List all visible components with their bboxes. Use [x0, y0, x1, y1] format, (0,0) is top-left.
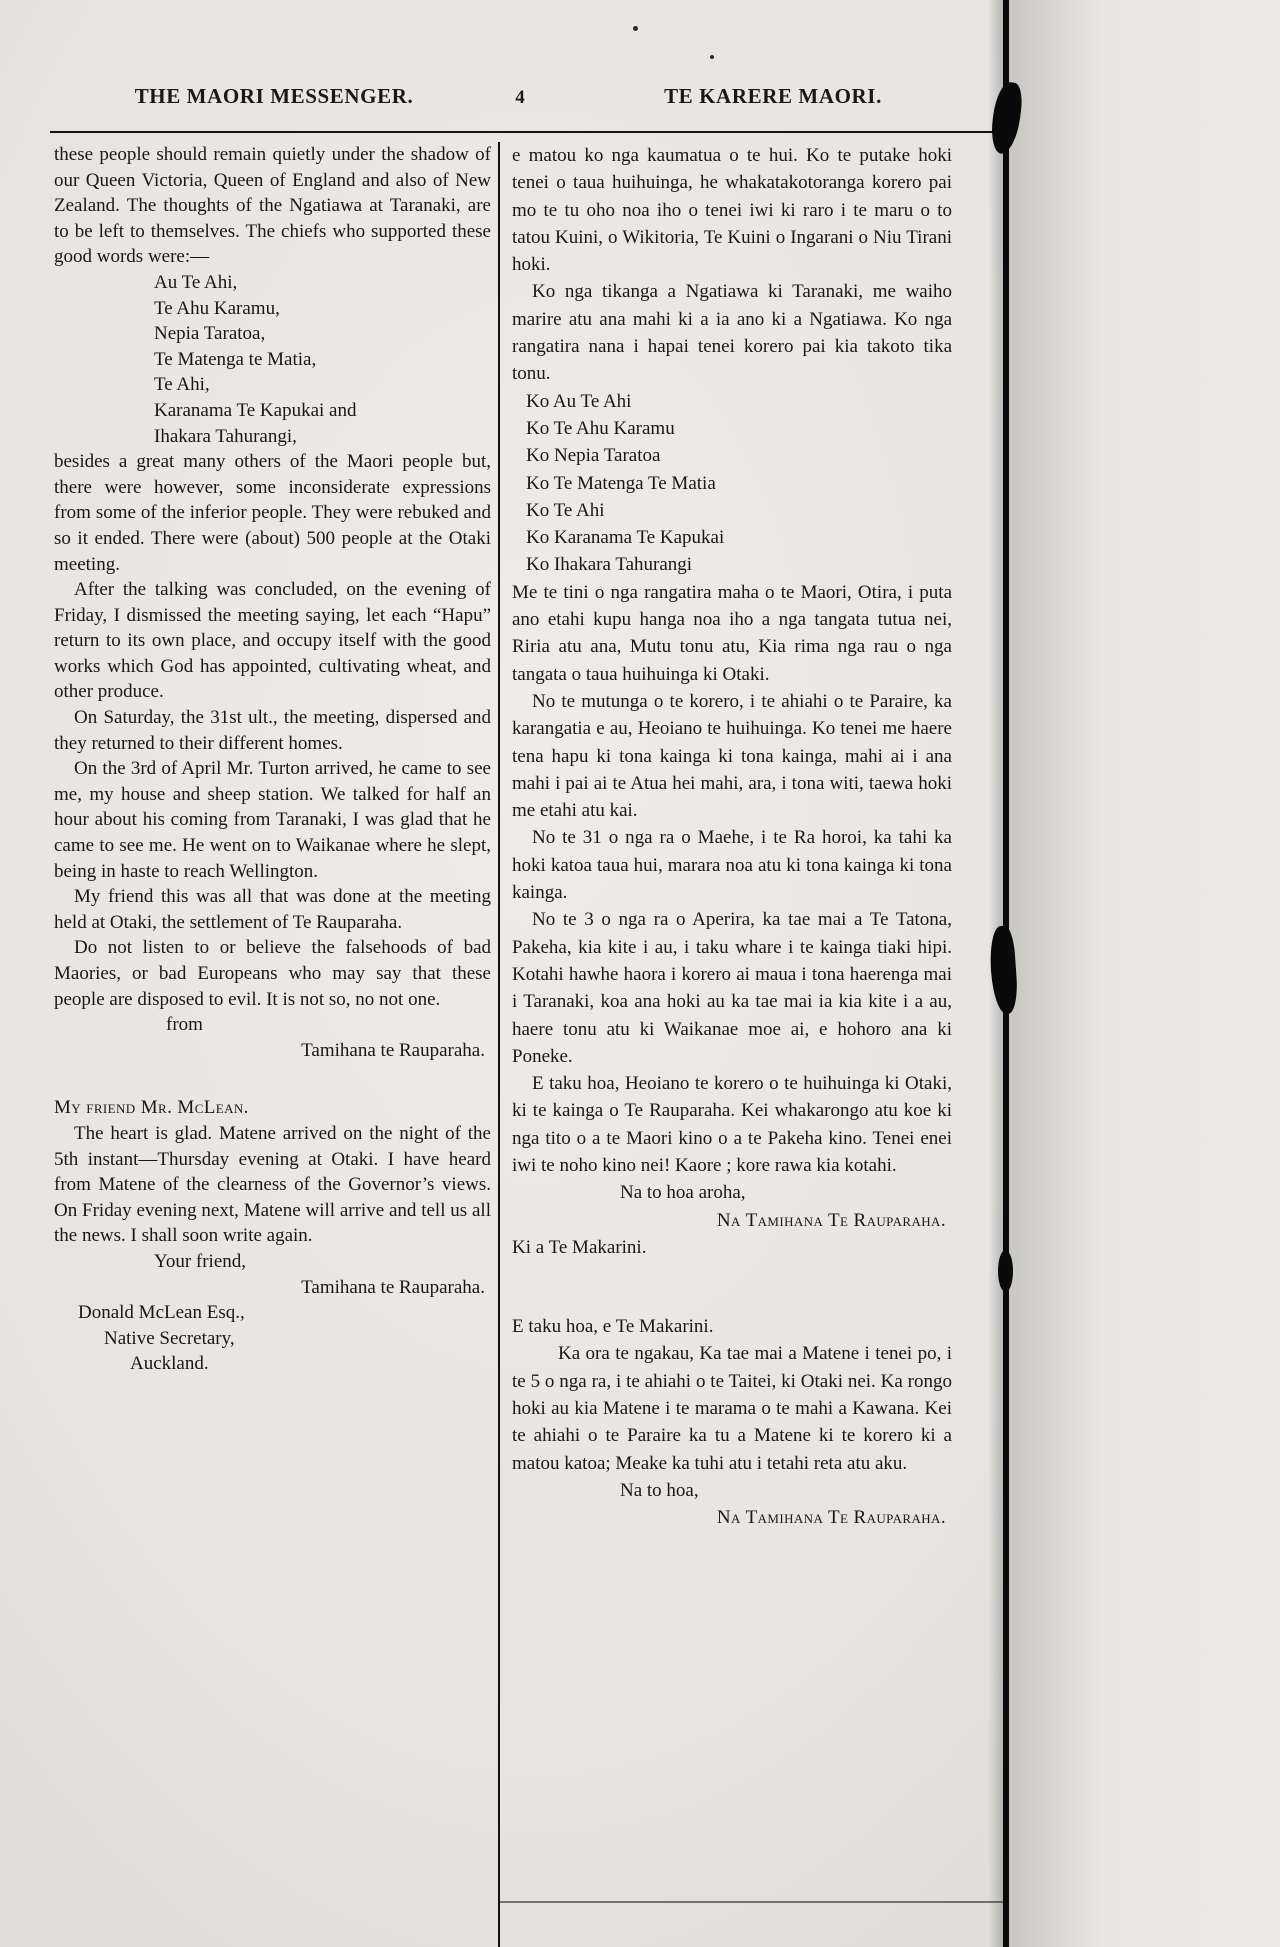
- address-auckland: Auckland.: [130, 1353, 209, 1375]
- heading-my-friend-mclean: My friend Mr. McLean.: [54, 1097, 249, 1119]
- na-to-hoa-aroha-line: Na to hoa aroha,: [620, 1182, 746, 1204]
- na-to-hoa-line: Na to hoa,: [620, 1479, 699, 1501]
- para-maori-continuation: e matou ko nga kaumatua o te hui. Ko te putake hoki tenei o taua huihuinga, he whakatakotoranga korero pai mo te tu oho noa iho o tenei iwi ki raro i te maru o to tatou Kuini, o Wikitoria, Te Kuini o Ingarani o Niu Tirani hoki.: [512, 145, 952, 276]
- page-number: 4: [515, 87, 525, 108]
- signature-na-tamihana-2: Na Tamihana Te Rauparaha.: [716, 1507, 946, 1529]
- name-line: Ko Te Ahu Karamu: [526, 417, 675, 439]
- para-besides-others: besides a great many others of the Maori people but, there were however, some inconsiderate expressions from some of the inferior people. They were rebuked and so it ended. There were (about) 500 people at the Otaki meeting.: [54, 451, 491, 575]
- scan-margin-strip: [1009, 0, 1280, 1947]
- scan-artifact-line: [500, 1901, 1005, 1903]
- para-e-taku-hoa-makarini: E taku hoa, e Te Makarini.: [512, 1316, 714, 1338]
- para-ka-ora-te-ngakau: Ka ora te ngakau, Ka tae mai a Matene i tenei po, i te 5 o nga ra, i te ahiahi o te Taitei, ki Otaki nei. Ka rongo hoki au kia Matene i te marama o te mahi a Kawana. Kei te ahiahi o te Paraire ka tu a Matene ki te korero ki a matou katoa; Meake ka tuhi atu i tetahi reta atu aku.: [512, 1343, 952, 1474]
- para-no-te-31: No te 31 o nga ra o Maehe, i te Ra horoi, ka tahi ka hoki katoa taua hui, marara noa atu ki tona kainga ki tona kainga.: [512, 827, 952, 904]
- name-line: Karanama Te Kapukai and: [154, 399, 357, 421]
- left-masthead-title: THE MAORI MESSENGER.: [134, 84, 414, 108]
- para-on-saturday: On Saturday, the 31st ult., the meeting, dispersed and they returned to their different homes.: [54, 707, 491, 754]
- page-header: [54, 84, 1000, 109]
- name-line: Ko Ihakara Tahurangi: [526, 554, 693, 576]
- para-me-te-tini: Me te tini o nga rangatira maha o te Maori, Otira, i puta ano etahi kupu hanga noa iho a nga tangata tutua nei, Riria atu ana, Mutu tonu atu, Kia rima nga rau o nga tangata o taua huihuinga ki Otaki.: [512, 581, 952, 685]
- ko-names-list: [512, 388, 952, 579]
- your-friend-line: Your friend,: [154, 1250, 247, 1272]
- address-donald-mclean: Donald McLean Esq.,: [78, 1302, 245, 1324]
- para-queen-victoria: these people should remain quietly under the shadow of our Queen Victoria, Queen of England and also of New Zealand. The thoughts of the Ngatiawa at Taranaki, are to be left to themselves. The chiefs who supported these good words were:—: [54, 144, 491, 268]
- name-line: Ihakara Tahurangi,: [154, 425, 297, 447]
- name-line: Te Ahi,: [154, 374, 210, 396]
- chiefs-names-list: [54, 270, 491, 449]
- name-line: Au Te Ahi,: [154, 271, 238, 293]
- left-column: [54, 142, 491, 1947]
- signature-na-tamihana: Na Tamihana Te Rauparaha.: [716, 1209, 946, 1231]
- para-mr-turton: On the 3rd of April Mr. Turton arrived, he came to see me, my house and sheep station. We talked for half an hour about his coming from Taranaki, I was glad that he came to see me. He went on to Waikanae where he slept, being in haste to reach Wellington.: [54, 758, 491, 882]
- from-line: from: [166, 1014, 203, 1036]
- para-do-not-listen: Do not listen to or believe the falsehoods of bad Maories, or bad Europeans who may say that these people are disposed to evil. It is not so, no not one.: [54, 937, 491, 1010]
- name-line: Ko Nepia Taratoa: [526, 445, 661, 467]
- header-rule: [50, 131, 1008, 133]
- signature-tamihana-2: Tamihana te Rauparaha.: [301, 1276, 485, 1298]
- name-line: Te Matenga te Matia,: [154, 348, 317, 370]
- para-no-te-mutunga: No te mutunga o te korero, i te ahiahi o te Paraire, ka karangatia e au, Heoiano te huihuinga. Ko tenei me haere tena hapu ki tona kainga ki tona kainga, mahi ai i ana mahi i pai ai te Atua hei mahi, ara, i tona witi, taewa hoki me etahi atu kai.: [512, 690, 952, 822]
- ki-a-te-makarini-line: Ki a Te Makarini.: [512, 1236, 647, 1258]
- name-line: Ko Karanama Te Kapukai: [526, 527, 725, 549]
- para-my-friend-summary: My friend this was all that was done at the meeting held at Otaki, the settlement of Te Rauparaha.: [54, 886, 491, 933]
- name-line: Te Ahu Karamu,: [154, 297, 280, 319]
- right-column: [512, 142, 952, 1947]
- para-e-taku-hoa-heoiano: E taku hoa, Heoiano te korero o te huihuinga ki Otaki, ki te kainga o Te Rauparaha. Kei whakarongo atu koe ki nga tito o a te Maori kino o a te Pakeha kino. Tenei enei iwi te noho kino nei! Kaore ; kore rawa kia kotahi.: [512, 1073, 952, 1176]
- scan-speck: [710, 55, 714, 59]
- name-line: Nepia Taratoa,: [154, 323, 266, 345]
- name-line: Ko Te Matenga Te Matia: [526, 472, 716, 494]
- name-line: Ko Au Te Ahi: [526, 390, 632, 412]
- column-divider: [498, 142, 500, 1947]
- scan-speck: [633, 26, 638, 31]
- address-native-secretary: Native Secretary,: [104, 1327, 235, 1349]
- para-no-te-3-aperira: No te 3 o nga ra o Aperira, ka tae mai a Te Tatona, Pakeha, kia kite i au, i taku whare i te kainga tiaki hipi. Kotahi hawhe haora i korero ai maua i tona haerenga mai i Taranaki, koa ana hoki au ka tae mai ia kia kite i a au, haere tonu atu ki Waikanae moe ai, e hohoro ana ki Poneke.: [512, 909, 952, 1067]
- right-masthead-title: TE KARERE MAORI.: [664, 84, 882, 108]
- signature-tamihana: Tamihana te Rauparaha.: [301, 1039, 485, 1061]
- columns-container: [54, 142, 1000, 1947]
- para-after-talking: After the talking was concluded, on the evening of Friday, I dismissed the meeting saying, let each “Hapu” return to its own place, and occupy itself with the good works which God has appointed, cultivating wheat, and other produce.: [54, 579, 491, 703]
- para-heart-is-glad: The heart is glad. Matene arrived on the night of the 5th instant—Thursday evening at Otaki. I have heard from Matene of the clearness of the Governor’s views. On Friday evening next, Matene will arrive and tell us all the news. I shall soon write again.: [54, 1122, 491, 1247]
- para-ko-nga-tikanga: Ko nga tikanga a Ngatiawa ki Taranaki, me waiho marire atu ana mahi ki a ia ano ki a Ngatiawa. Ko nga rangatira nana i hapai tenei korero pai kia takoto tika tonu.: [512, 281, 952, 385]
- scan-blob: [998, 1250, 1013, 1292]
- name-line: Ko Te Ahi: [526, 499, 605, 521]
